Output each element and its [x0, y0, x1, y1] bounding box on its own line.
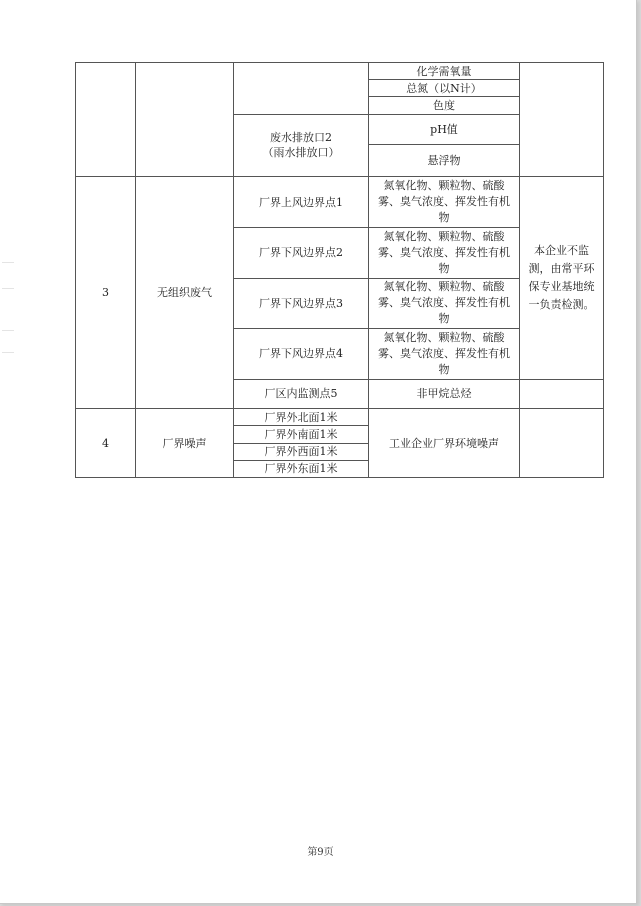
pollutant-cell: 非甲烷总烃: [369, 379, 520, 408]
pollutant-cell: 化学需氧量: [369, 63, 520, 80]
pollutant-cell: 色度: [369, 97, 520, 114]
scan-artifact: [2, 262, 14, 263]
page-number: 第9页: [307, 847, 334, 858]
monitoring-point-cell: 厂界外西面1米: [234, 443, 369, 460]
pollutant-cell: 氮氧化物、颗粒物、硫酸雾、臭气浓度、挥发性有机物: [369, 177, 520, 228]
note-cell: [520, 63, 604, 177]
scan-artifact: [2, 330, 14, 331]
scan-artifact: [2, 352, 14, 353]
type-cell: 厂界噪声: [136, 409, 234, 478]
outlet-cell: [234, 63, 369, 115]
outlet-label: 废水排放口2: [270, 131, 332, 145]
table-row: [76, 409, 604, 426]
pollutant-cell: 悬浮物: [369, 144, 520, 176]
monitoring-point-cell: 厂界外南面1米: [234, 426, 369, 443]
outlet-sublabel: （雨水排放口）: [262, 146, 340, 160]
note-cell: [520, 379, 604, 408]
pollutant-cell: 氮氧化物、颗粒物、硫酸雾、臭气浓度、挥发性有机物: [369, 329, 520, 380]
monitoring-point-cell: 厂界上风边界点1: [234, 177, 369, 228]
monitoring-point-cell: 厂界下风边界点4: [234, 329, 369, 380]
table-row: [76, 63, 604, 80]
pollutant-cell: 氮氧化物、颗粒物、硫酸雾、臭气浓度、挥发性有机物: [369, 227, 520, 278]
type-cell: [136, 63, 234, 177]
monitoring-point-cell: 厂界外北面1米: [234, 409, 369, 426]
scan-artifact: [2, 288, 14, 289]
note-cell: 本企业不监测，由常平环保专业基地统一负责检测。: [520, 177, 604, 379]
outlet-cell: [234, 114, 369, 177]
monitoring-point-cell: 厂界外东面1米: [234, 460, 369, 477]
monitoring-point-cell: 厂区内监测点5: [234, 379, 369, 408]
index-cell: 4: [76, 409, 136, 478]
index-cell: 3: [76, 177, 136, 409]
monitoring-table: [75, 62, 604, 478]
pollutant-cell: 工业企业厂界环境噪声: [369, 409, 520, 478]
monitoring-point-cell: 厂界下风边界点3: [234, 278, 369, 329]
type-cell: 无组织废气: [136, 177, 234, 409]
pollutant-cell: pH值: [369, 114, 520, 144]
pollutant-cell: 氮氧化物、颗粒物、硫酸雾、臭气浓度、挥发性有机物: [369, 278, 520, 329]
note-cell: [520, 409, 604, 478]
pollutant-cell: 总氮（以N计）: [369, 80, 520, 97]
monitoring-point-cell: 厂界下风边界点2: [234, 227, 369, 278]
table-row: [76, 177, 604, 228]
index-cell: [76, 63, 136, 177]
